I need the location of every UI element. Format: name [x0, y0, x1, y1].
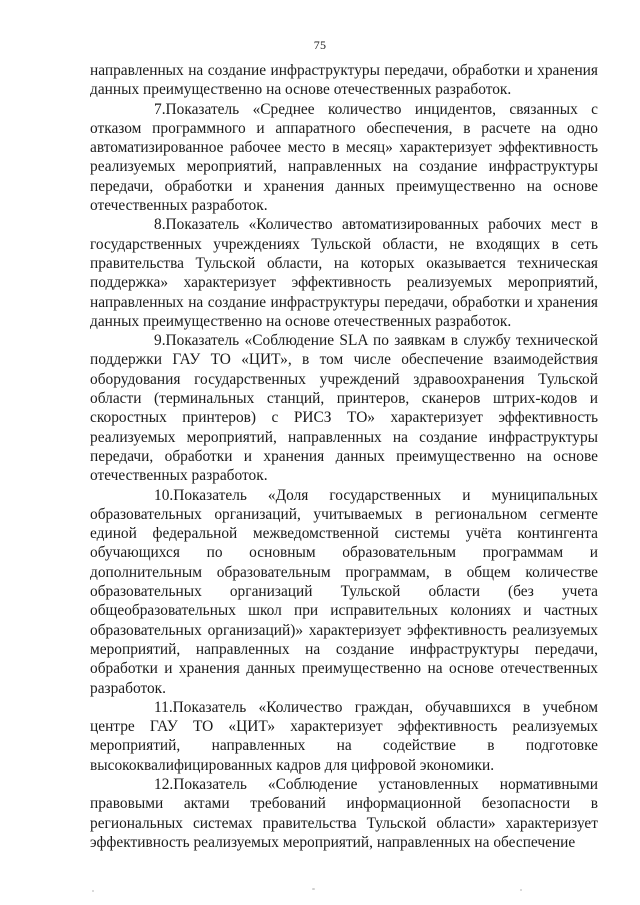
- scan-artifact: [92, 890, 94, 892]
- paragraph-text: Показатель «Соблюдение SLA по заявкам в службу технической поддержки ГАУ ТО «ЦИТ», в том числе обеспечение взаимодействия оборудования государственных учреждений здравоохранения Тульской области (терминальных станций, принтеров, сканеров штрих-кодов и скоростных принтеров) с РИСЗ ТО» характеризует эффективность реализуемых мероприятий, направленных на создание инфраструктуры передачи, обработки и хранения данных преимущественно на основе отечественных разработок.: [90, 332, 598, 485]
- paragraph-text: Показатель «Количество автоматизированных рабочих мест в государственных учреждениях Тульской области, не входящих в сеть правительства Тульской области, на которых оказывается техническая поддержка» характеризует эффективность реализуемых мероприятий, направленных на создание инфраструктуры передачи, обработки и хранения данных преимущественно на основе отечественных разработок.: [90, 216, 598, 330]
- paragraph-text: Показатель «Количество граждан, обучавшихся в учебном центре ГАУ ТО «ЦИТ» характеризует эффективность реализуемых мероприятий, направленных на содействие в подготовке высококвалифицированных кадров для цифровой экономики.: [90, 698, 598, 774]
- paragraph-number: 10.: [154, 486, 174, 504]
- paragraph-text: направленных на создание инфраструктуры передачи, обработки и хранения данных преимущественно на основе отечественных разработок.: [90, 62, 598, 99]
- paragraph-number: 7.: [154, 100, 166, 118]
- paragraph-text: Показатель «Среднее количество инцидентов, связанных с отказом программного и аппаратного обеспечения, в расчете на одно автоматизированное рабочее место в месяц» характеризует эффективность реализуемых мероприятий, направленных на создание инфраструктуры передачи, обработки и хранения данных преимущественно на основе отечественных разработок.: [90, 100, 598, 215]
- paragraph-number: 12.: [154, 775, 174, 793]
- paragraph-text: Показатель «Доля государственных и муниципальных образовательных организаций, учитываемых в региональном сегменте единой федеральной межведомственной системы учёта контингента обучающихся по основным образовательным программам и дополнительным образовательным программам, в общем количестве образовательных организаций Тульской области (без учета общеобразовательных школ при исправительных колониях и частных образовательных организаций)» характеризует эффективность реализуемых мероприятий, направленных на создание инфраструктуры передачи, обработки и хранения данных преимущественно на основе отечественных разработок.: [90, 486, 598, 697]
- page-number: 75: [313, 38, 327, 52]
- paragraph-item-11: [90, 698, 598, 775]
- paragraph-item-10: [90, 486, 598, 698]
- paragraph-item-12: [90, 775, 598, 852]
- paragraph-number: 9.: [154, 332, 166, 350]
- paragraph-text: Показатель «Соблюдение установленных нормативными правовыми актами требований информационной безопасности в региональных системах правительства Тульской области» характеризует эффективность реализуемых мероприятий, направленных на обеспечение: [90, 775, 598, 851]
- paragraph-continuation: [90, 61, 598, 100]
- paragraph-item-9: [90, 331, 598, 485]
- paragraph-number: 8.: [154, 216, 166, 234]
- paragraph-item-7: [90, 100, 598, 216]
- paragraph-item-8: [90, 215, 598, 331]
- scan-artifact: [520, 889, 522, 891]
- paragraph-number: 11.: [154, 698, 173, 716]
- document-body: [90, 61, 598, 852]
- scan-artifact: [312, 888, 315, 890]
